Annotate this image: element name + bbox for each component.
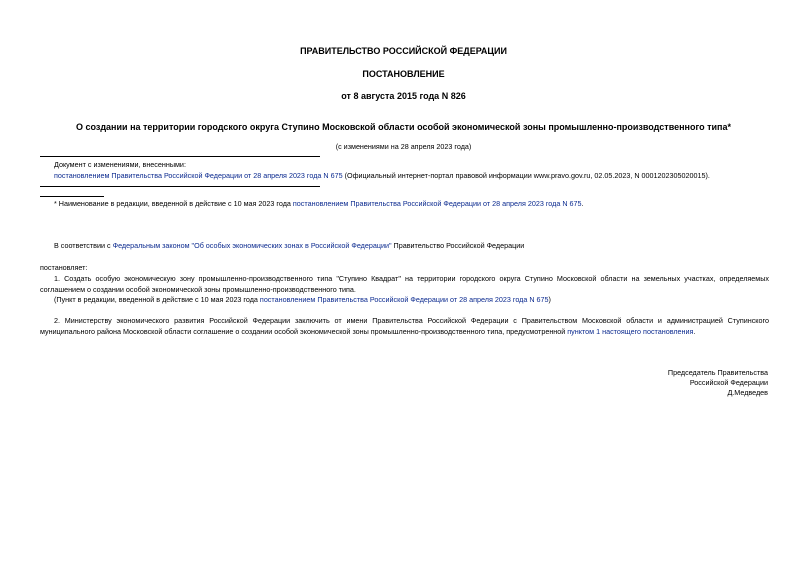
item-2-end: . bbox=[693, 327, 696, 336]
footnote-resolution-link[interactable]: постановлением Правительства Российской Федерации от 28 апреля 2023 года N 675 bbox=[292, 199, 582, 208]
signatory-position-line1: Председатель Правительства bbox=[667, 368, 768, 377]
issuing-authority: ПРАВИТЕЛЬСТВО РОССИЙСКОЙ ФЕДЕРАЦИИ bbox=[300, 46, 507, 56]
amending-resolution-link[interactable]: постановлением Правительства Российской Федерации от 28 апреля 2023 года N 675 bbox=[54, 171, 343, 180]
changes-source-text: (Официальный интернет-портал правовой информации www.pravo.gov.ru, 02.05.2023, N 0001202305020015). bbox=[342, 171, 710, 180]
footnote-divider bbox=[40, 196, 104, 197]
item-2-text: 2. Министерству экономического развития Российской Федерации заключить от имени Правительства Российской Федерации с Правительством Московской области и администрацией Ступинского муниципального района Московской области соглашение о создании особой экономической зоны промышленно-производственного типа, предусмотренной bbox=[40, 316, 769, 336]
footnote-text: * Наименование в редакции, введенной в действие с 10 мая 2023 года bbox=[54, 199, 293, 208]
document-type: ПОСТАНОВЛЕНИЕ bbox=[362, 69, 445, 79]
title-footnote bbox=[54, 198, 584, 209]
item-1-note-text: (Пункт в редакции, введенной в действие с 10 мая 2023 года bbox=[54, 295, 260, 304]
document-date-number: от 8 августа 2015 года N 826 bbox=[341, 91, 466, 101]
preamble-text: В соответствии с bbox=[54, 241, 113, 250]
item-1-resolution-link[interactable]: постановлением Правительства Российской Федерации от 28 апреля 2023 года N 675 bbox=[259, 295, 549, 304]
document-title: О создании на территории городского округа Ступино Московской области особой экономической зоны промышленно-производственного типа* bbox=[75, 122, 731, 132]
changes-bottom-divider bbox=[40, 186, 320, 187]
changes-label: Документ с изменениями, внесенными: bbox=[54, 160, 186, 169]
item-1: 1. Создать особую экономическую зону промышленно-производственного типа "Ступино Квадрат" на территории городского округа Ступино Московской области на земельных участках, определяемых соглашением о создании особой экономической зоны промышленно-производственного типа. bbox=[40, 274, 769, 294]
resolves-word: постановляет: bbox=[40, 263, 88, 272]
changes-entry bbox=[54, 170, 710, 181]
changes-top-divider bbox=[40, 156, 320, 157]
signatory-position-line2: Российской Федерации bbox=[689, 378, 768, 387]
preamble bbox=[54, 240, 524, 251]
item-2 bbox=[40, 315, 769, 337]
item-1-note-end: ) bbox=[548, 295, 551, 304]
edition-note: (с изменениями на 28 апреля 2023 года) bbox=[335, 142, 472, 151]
federal-law-link[interactable]: Федеральным законом "Об особых экономических зонах в Российской Федерации" bbox=[112, 241, 392, 250]
preamble-rest: Правительство Российской Федерации bbox=[391, 241, 525, 250]
item-1-edition-note bbox=[54, 294, 551, 305]
signatory-name: Д.Медведев bbox=[727, 388, 768, 397]
footnote-end: . bbox=[581, 199, 584, 208]
item-1-reference-link[interactable]: пунктом 1 настоящего постановления bbox=[567, 327, 694, 336]
